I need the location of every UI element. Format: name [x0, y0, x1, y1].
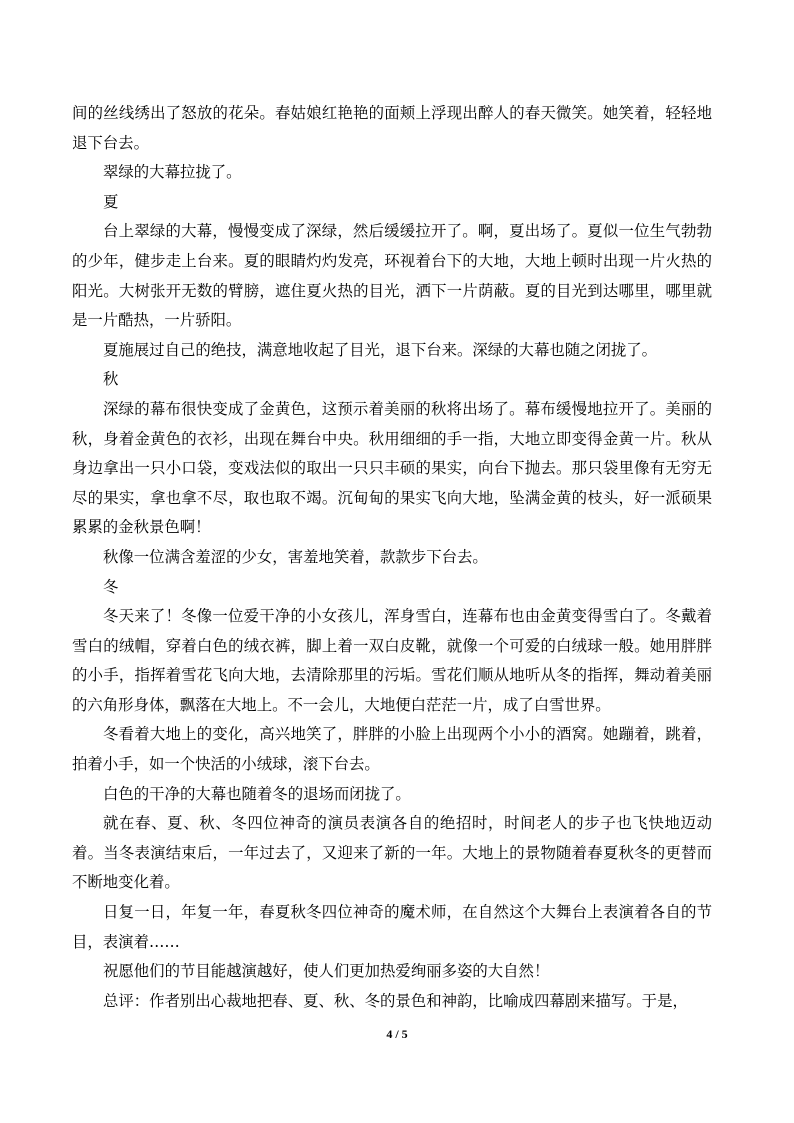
paragraph-14: 日复一日，年复一年，春夏秋冬四位神奇的魔术师，在自然这个大舞台上表演着各自的节目，表演着…… [72, 903, 712, 951]
paragraph-16: 总评：作者别出心裁地把春、夏、秋、冬的景色和神韵，比喻成四幕剧来描写。于是， [103, 991, 688, 1010]
section-heading-summer: 夏 [103, 192, 119, 211]
paragraph-15: 祝愿他们的节目能越演越好，使人们更加热爱绚丽多姿的大自然！ [103, 962, 550, 981]
paragraph-13: 就在春、夏、秋、冬四位神奇的演员表演各自的绝招时，时间老人的步子也飞快地迈动着。当冬表演结束后，一年过去了，又迎来了新的一年。大地上的景物随着春夏秋冬的更替而不断地变化着。 [72, 814, 712, 892]
section-heading-autumn: 秋 [103, 370, 119, 389]
paragraph-2: 翠绿的大幕拉拢了。 [103, 163, 242, 182]
paragraph-5: 夏施展过自己的绝技，满意地收起了目光，退下台来。深绿的大幕也随之闭拢了。 [103, 340, 658, 359]
document-body [72, 99, 712, 1016]
paragraph-1: 间的丝线绣出了怒放的花朵。春姑娘红艳艳的面颊上浮现出醉人的春天微笑。她笑着，轻轻地退下台去。 [72, 104, 712, 152]
paragraph-10: 冬天来了！冬像一位爱干净的小女孩儿，浑身雪白，连幕布也由金黄变得雪白了。冬戴着雪白的绒帽，穿着白色的绒衣裤，脚上着一双白皮靴，就像一个可爱的白绒球一般。她用胖胖的小手，指挥着雪花飞向大地，去清除那里的污垢。雪花们顺从地听从冬的指挥，舞动着美丽的六角形身体，飘落在大地上。不一会儿，大地便白茫茫一片，成了白雪世界。 [72, 607, 712, 714]
paragraph-11: 冬看着大地上的变化，高兴地笑了，胖胖的小脸上出现两个小小的酒窝。她蹦着，跳着，拍着小手，如一个快活的小绒球，滚下台去。 [72, 725, 712, 774]
page-number: 4 / 5 [386, 1027, 408, 1041]
paragraph-4: 台上翠绿的大幕，慢慢变成了深绿，然后缓缓拉开了。啊，夏出场了。夏似一位生气勃勃的少年，健步走上台来。夏的眼睛灼灼发亮，环视着台下的大地，大地上顿时出现一片火热的阳光。大树张开无数的臂膀，遮住夏火热的目光，洒下一片荫蔽。夏的目光到达哪里，哪里就是一片酷热，一片骄阳。 [72, 222, 712, 330]
paragraph-12: 白色的干净的大幕也随着冬的退场而闭拢了。 [103, 784, 411, 803]
paragraph-8: 秋像一位满含羞涩的少女，害羞地笑着，款款步下台去。 [103, 547, 488, 566]
section-heading-winter: 冬 [103, 577, 119, 596]
paragraph-7: 深绿的幕布很快变成了金黄色，这预示着美丽的秋将出场了。幕布缓慢地拉开了。美丽的秋，身着金黄色的衣衫，出现在舞台中央。秋用细细的手一指，大地立即变得金黄一片。秋从身边拿出一只小口袋，变戏法似的取出一只只丰硕的果实，向台下抛去。那只袋里像有无穷无尽的果实，拿也拿不尽，取也取不竭。沉甸甸的果实飞向大地，坠满金黄的枝头，好一派硕果累累的金秋景色啊！ [72, 399, 712, 537]
